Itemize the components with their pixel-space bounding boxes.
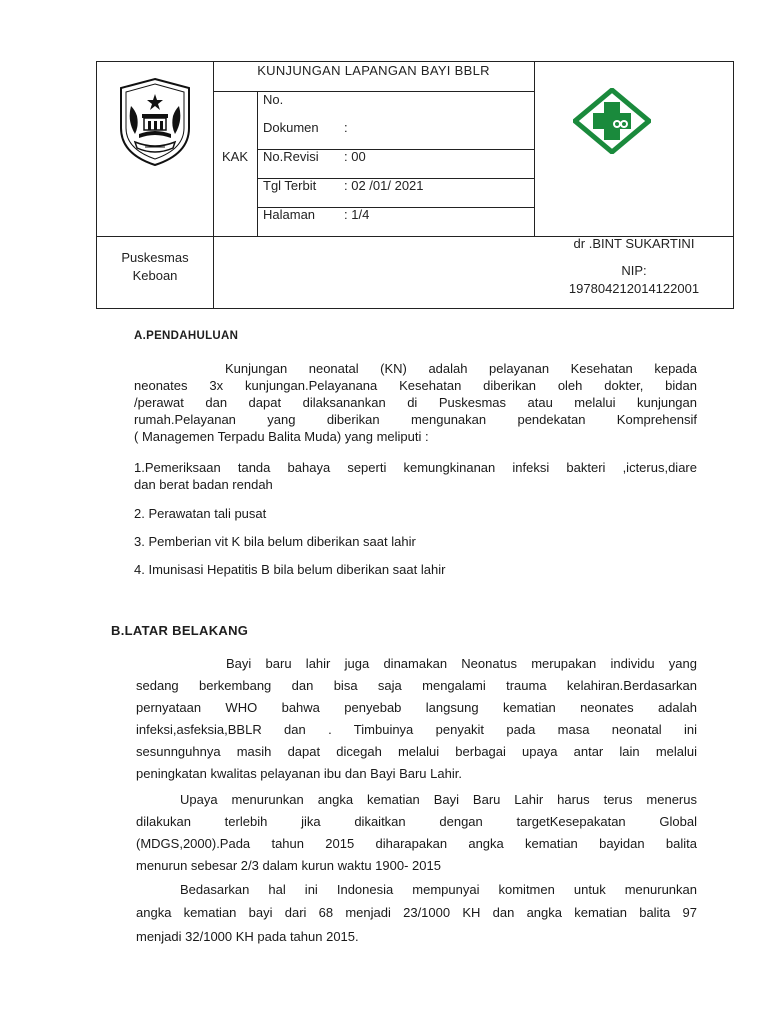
intro-line: /perawat dan dapat dilaksanankan di Puskesmas atau melalui kunjungan bbox=[134, 395, 697, 410]
body-line: (MDGS,2000).Pada tahun 2015 diharapakan angka kematian bayidan balita bbox=[136, 836, 697, 851]
list-item-1-line-1: 1.Pemeriksaan tanda bahaya seperti kemungkinanan infeksi bakteri ,icterus,diare bbox=[134, 460, 697, 475]
intro-line: rumah.Pelayanan yang diberikan mengunakan pendekatan Komprehensif bbox=[134, 412, 697, 427]
header-divider-kak bbox=[257, 91, 258, 236]
list-item-4: 4. Imunisasi Hepatitis B bila belum diberikan saat lahir bbox=[134, 562, 446, 577]
body-line: infeksi,asfeksia,BBLR dan . Timbuinya penyakit pada masa neonatal ini bbox=[136, 722, 697, 737]
header-divider-left bbox=[213, 62, 214, 309]
body-line: menjadi 32/1000 KH pada tahun 2015. bbox=[136, 929, 359, 944]
intro-line: Kunjungan neonatal (KN) adalah pelayanan Kesehatan kepada bbox=[225, 361, 697, 376]
revisi-label: No.Revisi bbox=[263, 149, 319, 164]
header-row-line-1 bbox=[213, 91, 534, 92]
kak-label: KAK bbox=[221, 149, 248, 164]
body-line: Upaya menurunkan angka kematian Bayi Baru Lahir harus terus menerus bbox=[180, 792, 697, 807]
nip-value: 197804212014122001 bbox=[568, 281, 700, 296]
puskesmas-line-2: Keboan bbox=[132, 268, 178, 283]
tgl-terbit-value: : 02 /01/ 2021 bbox=[344, 178, 424, 193]
list-item-2: 2. Perawatan tali pusat bbox=[134, 506, 267, 521]
list-item-1-line-2: dan berat badan rendah bbox=[134, 477, 273, 492]
intro-line: ( Managemen Terpadu Balita Muda) yang meliputi : bbox=[134, 429, 429, 444]
body-line: sedang berkembang dan bisa saja mengalami trauma kelahiran.Berdasarkan bbox=[136, 678, 697, 693]
regional-emblem-logo bbox=[115, 76, 195, 168]
document-header-table bbox=[96, 61, 734, 309]
body-line: Bayi baru lahir juga dinamakan Neonatus merupakan individu yang bbox=[226, 656, 697, 671]
dokumen-value: : bbox=[344, 120, 348, 135]
nip-label: NIP: bbox=[621, 263, 647, 278]
body-line: Bedasarkan hal ini Indonesia mempunyai komitmen untuk menurunkan bbox=[180, 882, 697, 897]
no-label: No. bbox=[263, 92, 284, 107]
dokumen-label: Dokumen bbox=[263, 120, 319, 135]
body-line: pernyataan WHO bahwa penyebab langsung kematian neonates adalah bbox=[136, 700, 697, 715]
body-line: sesunnguhnya masih dapat dicegah melalui berbagai upaya antar lain melalui bbox=[136, 744, 697, 759]
halaman-value: : 1/4 bbox=[344, 207, 370, 222]
tgl-terbit-label: Tgl Terbit bbox=[263, 178, 317, 193]
intro-line: neonates 3x kunjungan.Pelayanana Kesehatan diberikan oleh dokter, bidan bbox=[134, 378, 697, 393]
header-divider-right bbox=[534, 62, 535, 236]
signatory-block bbox=[534, 236, 734, 296]
puskesmas-cross-logo bbox=[573, 88, 651, 154]
puskesmas-name bbox=[97, 249, 213, 285]
doctor-name: dr .BINT SUKARTINI bbox=[573, 236, 695, 251]
body-line: dilakukan terlebih jika dikaitkan dengan targetKesepakatan Global bbox=[136, 814, 697, 829]
halaman-label: Halaman bbox=[263, 207, 316, 222]
puskesmas-line-1: Puskesmas bbox=[121, 250, 189, 265]
revisi-value: : 00 bbox=[344, 149, 366, 164]
body-line: menurun sebesar 2/3 dalam kurun waktu 1900- 2015 bbox=[136, 858, 441, 873]
document-title: KUNJUNGAN LAPANGAN BAYI BBLR bbox=[257, 63, 490, 78]
body-line: peningkatan kwalitas pelayanan ibu dan Bayi Baru Lahir. bbox=[136, 766, 462, 781]
section-a-heading: A.PENDAHULUAN bbox=[134, 330, 239, 342]
section-b-heading: B.LATAR BELAKANG bbox=[111, 623, 249, 638]
body-line: angka kematian bayi dari 68 menjadi 23/1000 KH dan angka kematian balita 97 bbox=[136, 905, 697, 920]
list-item-3: 3. Pemberian vit K bila belum diberikan saat lahir bbox=[134, 534, 416, 549]
